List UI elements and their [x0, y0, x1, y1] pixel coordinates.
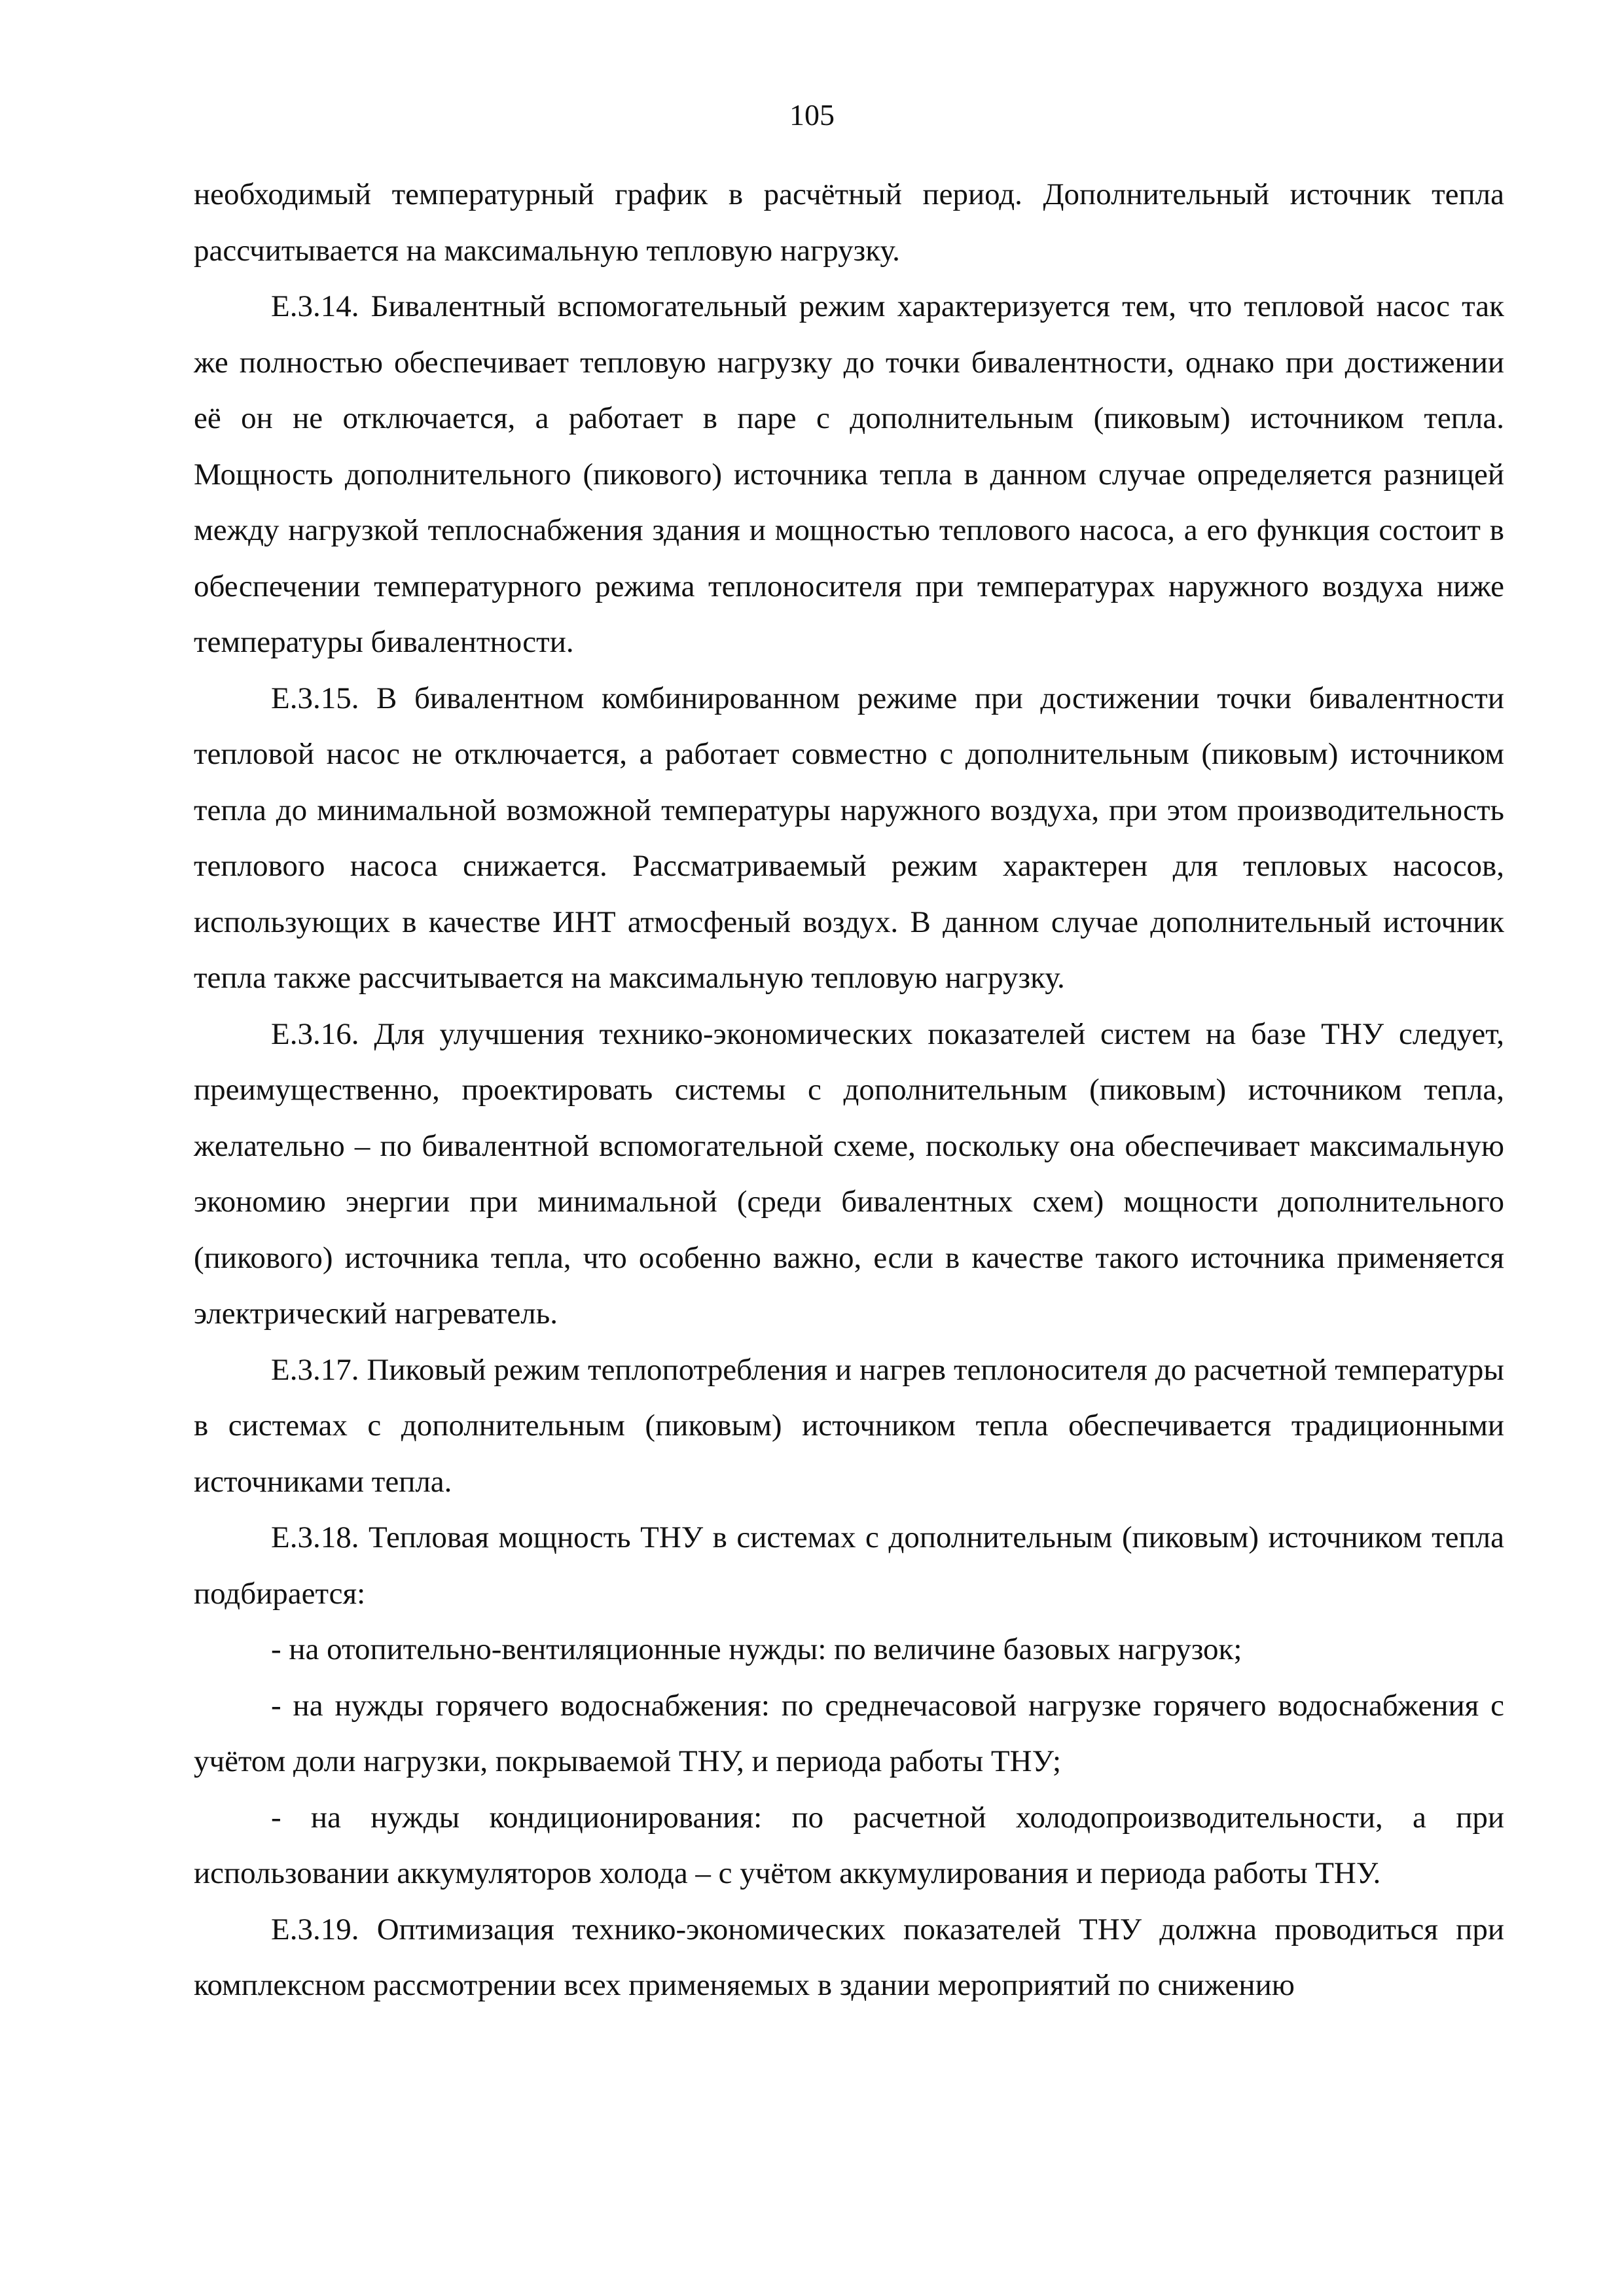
- paragraph-e-3-17: Е.3.17. Пиковый режим теплопотребления и нагрев теплоносителя до расчетной температуры в системах с дополнительным (пиковым) источником тепла обеспечивается традиционными источниками тепла.: [194, 1352, 1504, 1499]
- list-item-hot-water: - на нужды горячего водоснабжения: по среднечасовой нагрузке горячего водоснабжения с учётом доли нагрузки, покрываемой ТНУ, и периода работы ТНУ;: [194, 1688, 1504, 1778]
- paragraph-e-3-15: Е.3.15. В бивалентном комбинированном режиме при достижении точки бивалентности тепловой насос не отключается, а работает совместно с дополнительным (пиковым) источником тепла до минимальной возможной температуры наружного воздуха, при этом производительность теплового насоса снижается. Рассматриваемый режим характерен для тепловых насосов, использующих в качестве ИНТ атмосфеный воздух. В данном случае дополнительный источник тепла также рассчитывается на максимальную тепловую нагрузку.: [194, 681, 1504, 995]
- paragraph-e-3-19: Е.3.19. Оптимизация технико-экономических показателей ТНУ должна проводиться при комплексном рассмотрении всех применяемых в здании мероприятий по снижению: [194, 1912, 1504, 2002]
- body-text: [194, 167, 1504, 2014]
- paragraph-e-3-14: Е.3.14. Бивалентный вспомогательный режим характеризуется тем, что тепловой насос так же полностью обеспечивает тепловую нагрузку до точки бивалентности, однако при достижении её он не отключается, а работает в паре с дополнительным (пиковым) источником тепла. Мощность дополнительного (пикового) источника тепла в данном случае определяется разницей между нагрузкой теплоснабжения здания и мощностью теплового насоса, а его функция состоит в обеспечении температурного режима теплоносителя при температурах наружного воздуха ниже температуры бивалентности.: [194, 289, 1504, 659]
- paragraph-e-3-18: Е.3.18. Тепловая мощность ТНУ в системах с дополнительным (пиковым) источником тепла подбирается:: [194, 1520, 1504, 1611]
- list-item-heating-ventilation: - на отопительно-вентиляционные нужды: по величине базовых нагрузок;: [271, 1632, 1242, 1666]
- paragraph-e-3-16: Е.3.16. Для улучшения технико-экономических показателей систем на базе ТНУ следует, преимущественно, проектировать системы с дополнительным (пиковым) источником тепла, желательно – по бивалентной вспомогательной схеме, поскольку она обеспечивает максимальную экономию энергии при минимальной (среди бивалентных схем) мощности дополнительного (пикового) источника тепла, что особенно важно, если в качестве такого источника применяется электрический нагреватель.: [194, 1016, 1504, 1331]
- paragraph-continuation: необходимый температурный график в расчётный период. Дополнительный источник тепла рассчитывается на максимальную тепловую нагрузку.: [194, 177, 1504, 268]
- list-item-air-conditioning: - на нужды кондиционирования: по расчетной холодопроизводительности, а при использовании аккумуляторов холода – с учётом аккумулирования и периода работы ТНУ.: [194, 1800, 1504, 1890]
- page-number: 105: [789, 98, 835, 132]
